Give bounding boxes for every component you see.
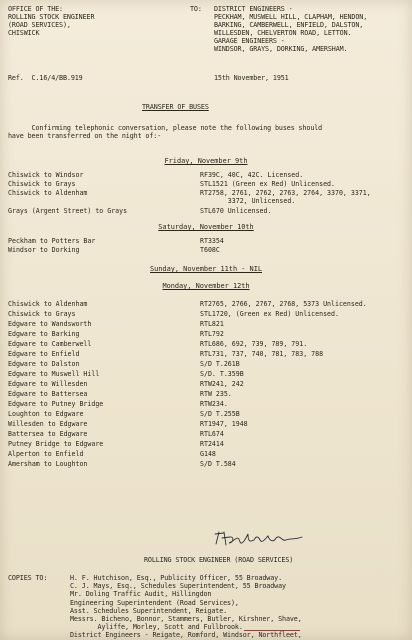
transfer-from: Amersham to Loughton — [8, 460, 88, 468]
transfer-from: Chiswick to Grays — [8, 310, 76, 318]
transfer-from: Loughton to Edgware — [8, 410, 84, 418]
sender-office: OFFICE OF THE: ROLLING STOCK ENGINEER (ROAD SERVICES), CHISWICK — [8, 5, 95, 37]
transfer-row — [0, 390, 412, 398]
transfer-buses: RTW241, 242 — [200, 380, 244, 388]
memo-title: TRANSFER OF BUSES — [142, 103, 209, 111]
transfer-buses: RT2765, 2766, 2767, 2768, 5373 Unlicensed. — [200, 300, 367, 308]
transfer-buses: T608C — [200, 246, 220, 254]
red-underline-mark — [244, 630, 300, 631]
transfer-buses: RT1947, 1948 — [200, 420, 248, 428]
transfer-row — [0, 450, 412, 458]
transfer-from: Chiswick to Grays — [8, 180, 76, 188]
transfer-row — [0, 171, 412, 179]
day-heading-monday: Monday, November 12th — [162, 282, 250, 290]
transfer-from: Edgware to Barking — [8, 330, 80, 338]
transfer-buses: RTL731, 737, 740, 781, 783, 788 — [200, 350, 324, 358]
transfer-from: Grays (Argent Street) to Grays — [8, 207, 128, 215]
day-heading-friday: Friday, November 9th — [164, 157, 248, 165]
transfer-buses: STL1521 (Green ex Red) Unlicensed. — [200, 180, 335, 188]
signatory-title: ROLLING STOCK ENGINEER (ROAD SERVICES) — [144, 556, 294, 564]
transfer-from: Edgware to Putney Bridge — [8, 400, 104, 408]
transfer-buses: RF39C, 40C, 42C. Licensed. — [200, 171, 304, 179]
transfer-buses: RT2758, 2761, 2762, 2763, 2764, 3370, 3371, 3372, Unlicensed. — [200, 189, 371, 205]
transfer-from: Alperton to Enfield — [8, 450, 84, 458]
day-heading-saturday: Saturday, November 10th — [158, 223, 254, 231]
transfer-from: Chiswick to Aldenham — [8, 189, 88, 197]
transfer-buses: RT3354 — [200, 237, 224, 245]
transfer-buses: S/D. T.359B — [200, 370, 244, 378]
transfer-from: Peckham to Potters Bar — [8, 237, 96, 245]
transfer-from: Chiswick to Windsor — [8, 171, 84, 179]
transfer-row — [0, 189, 412, 205]
transfer-row — [0, 440, 412, 448]
transfer-row — [0, 300, 412, 308]
transfer-row — [0, 340, 412, 348]
transfer-from: Edgware to Dalston — [8, 360, 80, 368]
recipients-list: DISTRICT ENGINEERS - PECKHAM, MUSWELL HILL, CLAPHAM, HENDON, BARKING, CAMBERWELL, ENFIELD, DALSTON, WILLESDEN, CHELVERTON ROAD, LETTON. GARAGE ENGINEERS - WINDSOR, GRAYS, DORKING, AMERSHAM. — [214, 5, 368, 53]
transfer-buses: S/D T.255B — [200, 410, 240, 418]
transfer-from: Edgware to Willesden — [8, 380, 88, 388]
transfer-row — [0, 237, 412, 245]
transfer-from: Edgware to Enfield — [8, 350, 80, 358]
memo-date: 15th November, 1951 — [214, 74, 289, 82]
transfer-buses: S/D T.261B — [200, 360, 240, 368]
intro-paragraph: Confirming telephonic conversation, please note the following buses should have been transferred on the night of:- — [8, 124, 323, 140]
transfer-from: Edgware to Battersea — [8, 390, 88, 398]
transfer-row — [0, 430, 412, 438]
transfer-buses: RTL792 — [200, 330, 224, 338]
transfer-buses: RTL821 — [200, 320, 224, 328]
transfer-row — [0, 320, 412, 328]
handwritten-signature — [210, 528, 310, 550]
transfer-from: Edgware to Wandsworth — [8, 320, 92, 328]
transfer-row — [0, 330, 412, 338]
transfer-buses: RTW234. — [200, 400, 228, 408]
transfer-from: Edgware to Muswell Hill — [8, 370, 100, 378]
transfer-from: Chiswick to Aldenham — [8, 300, 88, 308]
transfer-row — [0, 310, 412, 318]
transfer-row — [0, 207, 412, 215]
transfer-from: Edgware to Camberwell — [8, 340, 92, 348]
transfer-buses: RT2414 — [200, 440, 224, 448]
copies-distribution-list: H. F. Hutchison, Esq., Publicity Officer, 55 Broadway. C. J. Mays, Esq., Schedules Superintendent, 55 Broadway Mr. Doling Traffic Audit, Hillingdon Engineering Superintendent (Road Services), Asst. Schedules Superintendent, Reigate. Messrs. Bicheno, Bonnor, Stammers, Butler, Kirshner, Shave, Ayliffe, Morley, Scott and Fullbrook. District Engineers - Reigate, Romford, Windsor, Northfleet, — [70, 574, 302, 640]
transfer-row — [0, 360, 412, 368]
transfer-row — [0, 370, 412, 378]
transfer-row — [0, 180, 412, 188]
transfer-from: Willesden to Edgware — [8, 420, 88, 428]
transfer-buses: STL1720, (Green ex Red) Unlicensed. — [200, 310, 339, 318]
reference-number: Ref. C.16/4/BB.919 — [8, 74, 83, 82]
transfer-row — [0, 460, 412, 468]
transfer-row — [0, 350, 412, 358]
to-label: TO: — [190, 5, 202, 13]
transfer-from: Battersea to Edgware — [8, 430, 88, 438]
transfer-row — [0, 246, 412, 254]
copies-label: COPIES TO: — [8, 574, 48, 582]
transfer-row — [0, 420, 412, 428]
transfer-from: Windsor to Dorking — [8, 246, 80, 254]
transfer-buses: RTW 235. — [200, 390, 232, 398]
transfer-buses: G148 — [200, 450, 216, 458]
transfer-row — [0, 410, 412, 418]
transfer-row — [0, 400, 412, 408]
transfer-buses: S/D T.584 — [200, 460, 236, 468]
transfer-buses: STL670 Unlicensed. — [200, 207, 272, 215]
transfer-from: Putney Bridge to Edgware — [8, 440, 104, 448]
transfer-buses: RTL686, 692, 739, 789, 791. — [200, 340, 308, 348]
day-heading-sunday: Sunday, November 11th - NIL — [149, 265, 262, 273]
transfer-buses: RTL674 — [200, 430, 224, 438]
transfer-row — [0, 380, 412, 388]
